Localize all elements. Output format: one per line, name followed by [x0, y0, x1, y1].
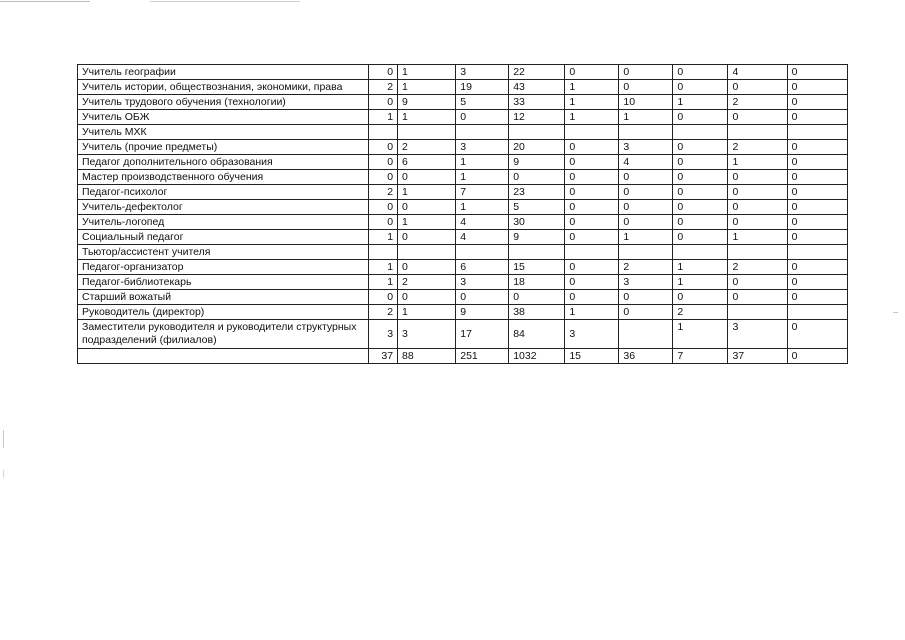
- table-cell: [509, 125, 565, 140]
- table-cell: [456, 245, 509, 260]
- table-cell: 0: [728, 80, 787, 95]
- table-cell: 0: [509, 290, 565, 305]
- scan-artifact-left-2: [3, 470, 4, 478]
- table-cell: 4: [456, 215, 509, 230]
- table-cell: 1: [673, 95, 728, 110]
- table-cell: 33: [509, 95, 565, 110]
- table-cell: 0: [565, 290, 619, 305]
- row-label: Руководитель (директор): [78, 305, 369, 320]
- table-cell: 19: [456, 80, 509, 95]
- table-cell: [619, 320, 673, 349]
- table-cell: [787, 125, 847, 140]
- table-cell: 1: [368, 260, 397, 275]
- table-cell: 84: [509, 320, 565, 349]
- table-cell: 0: [565, 155, 619, 170]
- table-cell: 0: [368, 140, 397, 155]
- table-cell: 0: [619, 290, 673, 305]
- table-cell: 0: [787, 185, 847, 200]
- table-cell: 1: [565, 95, 619, 110]
- scan-artifact-right: [893, 312, 898, 313]
- row-label: Педагог-психолог: [78, 185, 369, 200]
- table-cell: 0: [673, 140, 728, 155]
- table-cell: 38: [509, 305, 565, 320]
- row-label: Педагог дополнительного образования: [78, 155, 369, 170]
- table-cell: 3: [619, 275, 673, 290]
- table-row: [78, 125, 848, 140]
- table-row: [78, 230, 848, 245]
- table-cell: 0: [787, 80, 847, 95]
- table-cell: 0: [456, 290, 509, 305]
- table-cell: 0: [619, 185, 673, 200]
- row-label: Тьютор/ассистент учителя: [78, 245, 369, 260]
- table-cell: 2: [673, 305, 728, 320]
- table-cell: 2: [398, 275, 456, 290]
- table-cell: 5: [456, 95, 509, 110]
- table-cell: 0: [673, 170, 728, 185]
- total-cell: 1032: [509, 349, 565, 364]
- table-cell: [787, 305, 847, 320]
- row-label: Учитель трудового обучения (технологии): [78, 95, 369, 110]
- table-cell: 0: [787, 320, 847, 349]
- table-cell: 0: [565, 275, 619, 290]
- table-cell: 0: [619, 215, 673, 230]
- table-cell: 0: [565, 200, 619, 215]
- table-cell: 5: [509, 200, 565, 215]
- table-row: [78, 260, 848, 275]
- table-cell: 22: [509, 65, 565, 80]
- table-cell: [456, 125, 509, 140]
- table-cell: 0: [673, 290, 728, 305]
- table-cell: 2: [368, 80, 397, 95]
- table-cell: 0: [787, 215, 847, 230]
- table-cell: [787, 245, 847, 260]
- table-cell: 0: [368, 65, 397, 80]
- table-cell: 1: [398, 305, 456, 320]
- row-label: Учитель географии: [78, 65, 369, 80]
- table-cell: 0: [565, 260, 619, 275]
- table-cell: 1: [673, 320, 728, 349]
- table-cell: 2: [368, 305, 397, 320]
- table-cell: 0: [368, 215, 397, 230]
- table-cell: 10: [619, 95, 673, 110]
- table-cell: 0: [368, 170, 397, 185]
- table-cell: 9: [456, 305, 509, 320]
- table-cell: 1: [398, 80, 456, 95]
- table-cell: 0: [673, 230, 728, 245]
- table-row: [78, 170, 848, 185]
- table-cell: [728, 305, 787, 320]
- row-label: Учитель-дефектолог: [78, 200, 369, 215]
- total-cell: 37: [368, 349, 397, 364]
- table-cell: 1: [673, 275, 728, 290]
- table-cell: 1: [456, 170, 509, 185]
- table-cell: 1: [619, 110, 673, 125]
- table-row: [78, 110, 848, 125]
- table-row: [78, 215, 848, 230]
- table-cell: 4: [456, 230, 509, 245]
- table-cell: 18: [509, 275, 565, 290]
- table-cell: 1: [398, 215, 456, 230]
- table-cell: 6: [398, 155, 456, 170]
- table-cell: 3: [565, 320, 619, 349]
- table-cell: 0: [565, 230, 619, 245]
- table-row: [78, 320, 848, 349]
- scan-artifact-top: [0, 1, 90, 2]
- table-cell: 2: [619, 260, 673, 275]
- table-cell: 0: [565, 65, 619, 80]
- table-row: [78, 155, 848, 170]
- total-cell: 36: [619, 349, 673, 364]
- table-cell: 2: [728, 140, 787, 155]
- total-cell: 37: [728, 349, 787, 364]
- table-cell: 6: [456, 260, 509, 275]
- table-cell: 0: [673, 200, 728, 215]
- row-label: Учитель (прочие предметы): [78, 140, 369, 155]
- table-cell: [368, 245, 397, 260]
- table-cell: 1: [398, 110, 456, 125]
- table-cell: 3: [368, 320, 397, 349]
- table-cell: 1: [728, 155, 787, 170]
- table-cell: [673, 245, 728, 260]
- table-cell: 9: [509, 230, 565, 245]
- table-cell: 2: [728, 95, 787, 110]
- table-cell: [509, 245, 565, 260]
- table-cell: 17: [456, 320, 509, 349]
- row-label: Мастер производственного обучения: [78, 170, 369, 185]
- table-cell: [398, 245, 456, 260]
- table-cell: 1: [398, 65, 456, 80]
- table-cell: 20: [509, 140, 565, 155]
- table-cell: 0: [673, 80, 728, 95]
- total-row: [78, 349, 848, 364]
- table-cell: 0: [565, 140, 619, 155]
- table-cell: 1: [565, 110, 619, 125]
- table-row: [78, 185, 848, 200]
- table-body: [78, 65, 848, 364]
- table-cell: [398, 125, 456, 140]
- table-cell: [619, 125, 673, 140]
- table-cell: 1: [368, 110, 397, 125]
- table-cell: 0: [787, 290, 847, 305]
- table-cell: 0: [728, 170, 787, 185]
- table-cell: 0: [787, 140, 847, 155]
- table-cell: [728, 245, 787, 260]
- table-cell: 0: [787, 260, 847, 275]
- table-cell: 0: [456, 110, 509, 125]
- table-cell: 1: [619, 230, 673, 245]
- table-cell: 0: [673, 155, 728, 170]
- total-cell: 251: [456, 349, 509, 364]
- table-cell: 0: [565, 170, 619, 185]
- table-cell: 1: [728, 230, 787, 245]
- table-cell: 1: [456, 155, 509, 170]
- table-cell: 3: [619, 140, 673, 155]
- table-cell: 0: [673, 185, 728, 200]
- table-cell: 12: [509, 110, 565, 125]
- table-cell: 1: [565, 305, 619, 320]
- table-cell: [368, 125, 397, 140]
- table-cell: 0: [728, 185, 787, 200]
- table-cell: [565, 245, 619, 260]
- table-cell: 7: [456, 185, 509, 200]
- table-cell: 0: [787, 95, 847, 110]
- table-cell: 0: [368, 95, 397, 110]
- table-cell: 30: [509, 215, 565, 230]
- table-cell: 0: [398, 170, 456, 185]
- table-cell: 0: [398, 200, 456, 215]
- row-label: Заместители руководителя и руководители структурных подразделений (филиалов): [78, 320, 369, 349]
- row-label: Учитель ОБЖ: [78, 110, 369, 125]
- total-cell: 15: [565, 349, 619, 364]
- table-cell: 0: [728, 200, 787, 215]
- scan-artifact-top-2: [150, 1, 300, 2]
- table-cell: 0: [398, 230, 456, 245]
- table-cell: 0: [619, 200, 673, 215]
- table-cell: 2: [398, 140, 456, 155]
- table-cell: 0: [619, 80, 673, 95]
- table-cell: 1: [673, 260, 728, 275]
- row-label: Учитель-логопед: [78, 215, 369, 230]
- table-cell: 2: [728, 260, 787, 275]
- table-cell: 1: [368, 275, 397, 290]
- table-cell: 0: [368, 290, 397, 305]
- total-label: [78, 349, 369, 364]
- table-cell: [728, 125, 787, 140]
- table-cell: 3: [398, 320, 456, 349]
- table-row: [78, 305, 848, 320]
- table-cell: 1: [456, 200, 509, 215]
- table-cell: 0: [787, 155, 847, 170]
- table-row: [78, 200, 848, 215]
- total-cell: 88: [398, 349, 456, 364]
- table-cell: 0: [398, 290, 456, 305]
- table-cell: 3: [456, 65, 509, 80]
- table-cell: 0: [509, 170, 565, 185]
- table-cell: 0: [673, 65, 728, 80]
- row-label: Учитель истории, обществознания, экономики, права: [78, 80, 369, 95]
- table-cell: 0: [728, 110, 787, 125]
- table-cell: 23: [509, 185, 565, 200]
- table-cell: 2: [368, 185, 397, 200]
- table-cell: 1: [565, 80, 619, 95]
- table-row: [78, 80, 848, 95]
- table-cell: 0: [619, 65, 673, 80]
- table-row: [78, 290, 848, 305]
- table-cell: 1: [368, 230, 397, 245]
- table-cell: 0: [728, 215, 787, 230]
- table-cell: [565, 125, 619, 140]
- staff-statistics-table: [77, 64, 848, 364]
- total-cell: 0: [787, 349, 847, 364]
- table-cell: 0: [398, 260, 456, 275]
- row-label: Учитель МХК: [78, 125, 369, 140]
- table-cell: 0: [728, 275, 787, 290]
- table-cell: [673, 125, 728, 140]
- total-cell: 7: [673, 349, 728, 364]
- table-cell: 0: [787, 275, 847, 290]
- table-cell: 43: [509, 80, 565, 95]
- table-cell: 4: [728, 65, 787, 80]
- table-row: [78, 245, 848, 260]
- table-cell: 0: [787, 170, 847, 185]
- table-cell: 0: [368, 200, 397, 215]
- table-cell: 9: [509, 155, 565, 170]
- table-cell: 0: [619, 305, 673, 320]
- table-row: [78, 65, 848, 80]
- table-cell: 0: [565, 215, 619, 230]
- table-cell: 0: [673, 110, 728, 125]
- table-cell: 9: [398, 95, 456, 110]
- table-cell: 0: [673, 215, 728, 230]
- table-cell: 15: [509, 260, 565, 275]
- row-label: Педагог-организатор: [78, 260, 369, 275]
- table-cell: 0: [619, 170, 673, 185]
- table-cell: 1: [398, 185, 456, 200]
- table-row: [78, 275, 848, 290]
- row-label: Педагог-библиотекарь: [78, 275, 369, 290]
- scan-artifact-left: [3, 430, 4, 448]
- table-cell: 0: [787, 65, 847, 80]
- table-cell: 0: [787, 110, 847, 125]
- table-cell: 0: [368, 155, 397, 170]
- table-row: [78, 95, 848, 110]
- table-cell: 0: [787, 230, 847, 245]
- row-label: Старший вожатый: [78, 290, 369, 305]
- table-cell: 3: [728, 320, 787, 349]
- table-cell: [619, 245, 673, 260]
- table-cell: 4: [619, 155, 673, 170]
- row-label: Социальный педагог: [78, 230, 369, 245]
- table-cell: 3: [456, 140, 509, 155]
- table-cell: 3: [456, 275, 509, 290]
- table-cell: 0: [728, 290, 787, 305]
- table-row: [78, 140, 848, 155]
- table-cell: 0: [787, 200, 847, 215]
- table-cell: 0: [565, 185, 619, 200]
